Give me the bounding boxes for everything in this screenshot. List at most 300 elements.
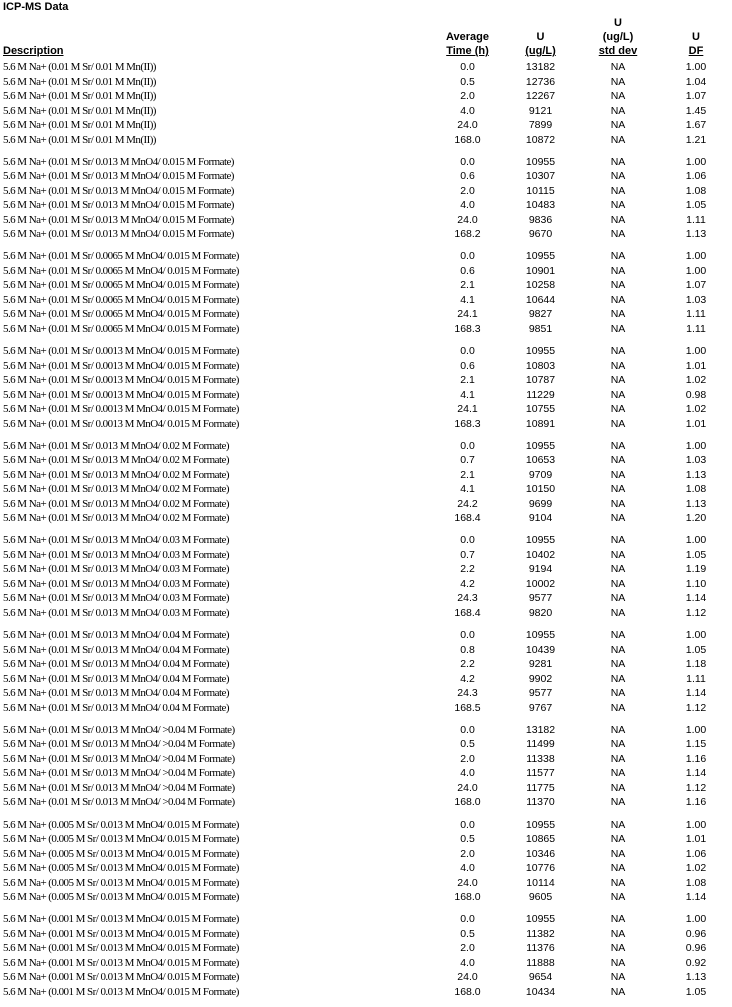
table-row — [0, 562, 732, 577]
header-average-time-line1: Average — [445, 31, 489, 43]
table-row — [0, 781, 732, 796]
std-dev-cell: NA — [610, 104, 626, 117]
time-cell: 24.2 — [457, 497, 478, 510]
time-cell: 4.1 — [460, 293, 475, 306]
std-dev-cell: NA — [610, 512, 626, 525]
df-cell: 1.11 — [686, 672, 706, 685]
df-cell: 1.00 — [685, 155, 707, 168]
table-row — [0, 60, 732, 75]
u-cell: 11382 — [526, 927, 555, 940]
time-cell: 24.0 — [457, 119, 478, 131]
u-cell: 10901 — [525, 264, 556, 277]
time-cell: 4.2 — [460, 672, 475, 685]
df-cell: 1.14 — [685, 687, 707, 700]
table-row — [0, 548, 732, 563]
description-cell: 5.6 M Na+ (0.01 M Sr/ 0.013 M MnO4/ 0.04 M Formate) — [3, 701, 229, 714]
std-dev-cell: NA — [610, 264, 626, 277]
time-cell: 2.2 — [460, 563, 475, 576]
table-row — [0, 511, 732, 526]
std-dev-cell: NA — [610, 956, 626, 969]
table-row — [0, 344, 732, 359]
time-cell: 2.1 — [460, 374, 475, 387]
table-row — [0, 293, 732, 308]
description-cell: 5.6 M Na+ (0.01 M Sr/ 0.013 M MnO4/ 0.04 M Formate) — [3, 658, 229, 671]
std-dev-cell: NA — [610, 497, 626, 510]
time-cell: 4.0 — [460, 956, 475, 969]
description-cell: 5.6 M Na+ (0.01 M Sr/ 0.013 M MnO4/ >0.04 M Formate) — [3, 752, 235, 765]
df-cell: 1.00 — [685, 250, 707, 263]
table-row — [0, 818, 732, 833]
time-cell: 0.0 — [460, 345, 475, 358]
df-cell: 1.15 — [685, 738, 707, 751]
description-cell: 5.6 M Na+ (0.01 M Sr/ 0.013 M MnO4/ 0.04 M Formate) — [3, 643, 229, 656]
u-cell: 12736 — [525, 75, 556, 88]
std-dev-cell: NA — [610, 228, 626, 241]
std-dev-cell: NA — [610, 403, 626, 416]
time-cell: 0.0 — [460, 439, 475, 452]
time-cell: 0.5 — [460, 738, 475, 751]
std-dev-cell: NA — [610, 374, 626, 387]
table-row — [0, 766, 732, 781]
u-cell: 11775 — [526, 781, 555, 794]
time-cell: 0.6 — [460, 359, 475, 372]
df-cell: 1.02 — [685, 374, 707, 387]
time-cell: 168.5 — [454, 701, 481, 714]
time-cell: 168.4 — [454, 606, 481, 619]
u-cell: 7899 — [528, 119, 553, 131]
sample-group — [0, 628, 732, 715]
table-row — [0, 184, 732, 199]
description-cell: 5.6 M Na+ (0.01 M Sr/ 0.013 M MnO4/ 0.02 M Formate) — [3, 512, 229, 525]
std-dev-cell: NA — [610, 971, 626, 984]
df-cell: 1.07 — [685, 90, 707, 102]
std-dev-cell: NA — [610, 119, 626, 131]
table-row — [0, 213, 732, 228]
description-cell: 5.6 M Na+ (0.01 M Sr/ 0.01 M Mn(II)) — [3, 133, 156, 146]
std-dev-cell: NA — [610, 293, 626, 306]
table-row — [0, 307, 732, 322]
std-dev-cell: NA — [610, 279, 626, 292]
df-cell: 1.02 — [685, 862, 707, 874]
std-dev-cell: NA — [610, 250, 626, 263]
u-cell: 9104 — [528, 512, 553, 525]
df-cell: 1.14 — [685, 767, 707, 780]
df-cell: 1.16 — [685, 796, 707, 809]
time-cell: 0.0 — [460, 250, 475, 263]
table-row — [0, 832, 732, 847]
df-cell: 1.01 — [685, 417, 707, 430]
time-cell: 0.8 — [460, 643, 475, 656]
time-cell: 24.0 — [457, 781, 478, 794]
table-row — [0, 643, 732, 658]
std-dev-cell: NA — [610, 818, 626, 831]
u-cell: 11370 — [526, 796, 555, 809]
table-row — [0, 104, 732, 119]
description-cell: 5.6 M Na+ (0.005 M Sr/ 0.013 M MnO4/ 0.015 M Formate) — [3, 876, 239, 889]
df-cell: 1.06 — [685, 170, 707, 183]
df-cell: 1.16 — [685, 752, 707, 765]
time-cell: 4.0 — [460, 862, 475, 874]
u-cell: 10439 — [525, 643, 556, 656]
description-cell: 5.6 M Na+ (0.01 M Sr/ 0.013 M MnO4/ 0.04 M Formate) — [3, 687, 229, 700]
std-dev-cell: NA — [610, 672, 626, 685]
std-dev-cell: NA — [610, 833, 626, 845]
description-cell: 5.6 M Na+ (0.01 M Sr/ 0.013 M MnO4/ 0.015 M Formate) — [3, 213, 234, 226]
description-cell: 5.6 M Na+ (0.01 M Sr/ 0.013 M MnO4/ 0.03 M Formate) — [3, 606, 229, 619]
table-row — [0, 912, 732, 927]
time-cell: 24.0 — [457, 213, 478, 226]
std-dev-cell: NA — [610, 577, 626, 590]
table-row — [0, 985, 732, 1000]
u-cell: 11229 — [526, 388, 555, 401]
data-table — [0, 60, 732, 1007]
u-cell: 9836 — [528, 213, 553, 226]
table-row — [0, 497, 732, 512]
u-cell: 10776 — [525, 862, 556, 874]
std-dev-cell: NA — [610, 876, 626, 889]
description-cell: 5.6 M Na+ (0.01 M Sr/ 0.013 M MnO4/ 0.02 M Formate) — [3, 483, 229, 496]
time-cell: 4.0 — [460, 104, 475, 117]
description-cell: 5.6 M Na+ (0.01 M Sr/ 0.013 M MnO4/ >0.04 M Formate) — [3, 781, 235, 794]
u-cell: 10653 — [525, 454, 556, 467]
time-cell: 168.3 — [454, 322, 481, 335]
sample-group — [0, 818, 732, 905]
table-row — [0, 453, 732, 468]
std-dev-cell: NA — [610, 417, 626, 430]
u-cell: 10955 — [525, 534, 556, 547]
description-cell: 5.6 M Na+ (0.01 M Sr/ 0.013 M MnO4/ 0.02 M Formate) — [3, 439, 229, 452]
std-dev-cell: NA — [610, 781, 626, 794]
description-cell: 5.6 M Na+ (0.01 M Sr/ 0.01 M Mn(II)) — [3, 61, 156, 73]
table-row — [0, 927, 732, 942]
std-dev-cell: NA — [610, 913, 626, 926]
time-cell: 0.0 — [460, 61, 475, 73]
df-cell: 1.12 — [685, 606, 707, 619]
df-cell: 1.02 — [685, 403, 707, 416]
std-dev-cell: NA — [610, 345, 626, 358]
df-cell: 1.08 — [685, 184, 707, 197]
time-cell: 24.1 — [457, 403, 478, 416]
u-cell: 9820 — [528, 606, 553, 619]
df-cell: 1.12 — [685, 781, 707, 794]
time-cell: 2.1 — [460, 468, 475, 481]
df-cell: 0.96 — [685, 942, 707, 955]
u-cell: 10872 — [525, 133, 556, 146]
table-row — [0, 278, 732, 293]
time-cell: 0.5 — [460, 833, 475, 845]
sample-group — [0, 60, 732, 147]
table-row — [0, 628, 732, 643]
u-cell: 9851 — [528, 322, 553, 335]
time-cell: 168.2 — [454, 228, 481, 241]
table-row — [0, 577, 732, 592]
std-dev-cell: NA — [610, 942, 626, 955]
sample-group — [0, 249, 732, 336]
description-cell: 5.6 M Na+ (0.01 M Sr/ 0.013 M MnO4/ >0.04 M Formate) — [3, 723, 235, 736]
u-cell: 10955 — [525, 439, 556, 452]
df-cell: 1.00 — [685, 534, 707, 547]
time-cell: 4.2 — [460, 577, 475, 590]
description-cell: 5.6 M Na+ (0.01 M Sr/ 0.013 M MnO4/ 0.03 M Formate) — [3, 534, 229, 547]
time-cell: 4.1 — [460, 483, 475, 496]
u-cell: 13182 — [525, 61, 556, 73]
header-u-df-line1: U — [692, 31, 700, 43]
description-cell: 5.6 M Na+ (0.01 M Sr/ 0.0013 M MnO4/ 0.015 M Formate) — [3, 388, 239, 401]
table-row — [0, 876, 732, 891]
u-cell: 10258 — [525, 279, 556, 292]
time-cell: 24.3 — [457, 687, 478, 700]
df-cell: 1.05 — [685, 199, 707, 212]
u-cell: 10755 — [525, 403, 556, 416]
table-row — [0, 533, 732, 548]
u-cell: 10150 — [525, 483, 556, 496]
description-cell: 5.6 M Na+ (0.01 M Sr/ 0.013 M MnO4/ 0.015 M Formate) — [3, 199, 234, 212]
df-cell: 0.98 — [685, 388, 707, 401]
std-dev-cell: NA — [610, 985, 626, 998]
std-dev-cell: NA — [610, 184, 626, 197]
description-cell: 5.6 M Na+ (0.01 M Sr/ 0.01 M Mn(II)) — [3, 90, 156, 102]
time-cell: 24.1 — [457, 308, 478, 321]
description-cell: 5.6 M Na+ (0.005 M Sr/ 0.013 M MnO4/ 0.015 M Formate) — [3, 891, 239, 903]
table-row — [0, 249, 732, 264]
description-cell: 5.6 M Na+ (0.01 M Sr/ 0.0065 M MnO4/ 0.015 M Formate) — [3, 279, 239, 292]
u-cell: 9767 — [528, 701, 553, 714]
table-row — [0, 941, 732, 956]
u-cell: 10644 — [525, 293, 556, 306]
df-cell: 1.13 — [685, 971, 707, 984]
sample-group — [0, 723, 732, 810]
time-cell: 2.2 — [460, 658, 475, 671]
table-row — [0, 468, 732, 483]
time-cell: 0.0 — [460, 818, 475, 831]
std-dev-cell: NA — [610, 767, 626, 780]
header-average-time — [430, 30, 505, 58]
std-dev-cell: NA — [610, 752, 626, 765]
description-cell: 5.6 M Na+ (0.001 M Sr/ 0.013 M MnO4/ 0.015 M Formate) — [3, 942, 239, 955]
u-cell: 10483 — [525, 199, 556, 212]
df-cell: 1.00 — [685, 345, 707, 358]
std-dev-cell: NA — [610, 658, 626, 671]
u-cell: 10891 — [525, 417, 556, 430]
df-cell: 1.19 — [685, 563, 707, 576]
df-cell: 1.07 — [685, 279, 707, 292]
table-row — [0, 388, 732, 403]
table-row — [0, 439, 732, 454]
page-title: ICP-MS Data — [3, 1, 69, 13]
time-cell: 168.3 — [454, 417, 481, 430]
time-cell: 0.7 — [460, 548, 475, 561]
header-description — [3, 44, 64, 58]
time-cell: 168.0 — [454, 985, 481, 998]
time-cell: 0.0 — [460, 913, 475, 926]
sample-group — [0, 439, 732, 526]
u-cell: 9605 — [528, 891, 553, 903]
df-cell: 1.45 — [685, 104, 707, 117]
df-cell: 1.21 — [685, 133, 707, 146]
description-cell: 5.6 M Na+ (0.01 M Sr/ 0.0013 M MnO4/ 0.015 M Formate) — [3, 374, 239, 387]
time-cell: 0.5 — [460, 75, 475, 88]
u-cell: 11888 — [526, 956, 555, 969]
std-dev-cell: NA — [610, 643, 626, 656]
time-cell: 24.3 — [457, 592, 478, 605]
description-cell: 5.6 M Na+ (0.01 M Sr/ 0.013 M MnO4/ >0.04 M Formate) — [3, 738, 235, 751]
table-row — [0, 970, 732, 985]
df-cell: 1.05 — [685, 548, 707, 561]
time-cell: 0.7 — [460, 454, 475, 467]
description-cell: 5.6 M Na+ (0.01 M Sr/ 0.013 M MnO4/ 0.03 M Formate) — [3, 548, 229, 561]
sample-group — [0, 533, 732, 620]
header-description-label: Description — [3, 45, 64, 57]
std-dev-cell: NA — [610, 534, 626, 547]
description-cell: 5.6 M Na+ (0.001 M Sr/ 0.013 M MnO4/ 0.015 M Formate) — [3, 971, 239, 984]
df-cell: 1.05 — [685, 643, 707, 656]
df-cell: 1.06 — [685, 847, 707, 860]
u-cell: 10955 — [525, 345, 556, 358]
u-cell: 11499 — [526, 738, 555, 751]
u-cell: 13182 — [525, 723, 556, 736]
time-cell: 168.0 — [454, 796, 481, 809]
time-cell: 24.0 — [457, 971, 478, 984]
table-row — [0, 795, 732, 810]
description-cell: 5.6 M Na+ (0.01 M Sr/ 0.013 M MnO4/ 0.015 M Formate) — [3, 170, 234, 183]
std-dev-cell: NA — [610, 847, 626, 860]
u-cell: 12267 — [525, 90, 556, 102]
description-cell: 5.6 M Na+ (0.01 M Sr/ 0.013 M MnO4/ 0.015 M Formate) — [3, 228, 234, 241]
std-dev-cell: NA — [610, 687, 626, 700]
description-cell: 5.6 M Na+ (0.001 M Sr/ 0.013 M MnO4/ 0.015 M Formate) — [3, 956, 239, 969]
df-cell: 1.13 — [685, 468, 707, 481]
time-cell: 0.0 — [460, 629, 475, 642]
description-cell: 5.6 M Na+ (0.01 M Sr/ 0.01 M Mn(II)) — [3, 75, 156, 88]
header-u-line2: (ug/L) — [525, 45, 556, 57]
description-cell: 5.6 M Na+ (0.01 M Sr/ 0.0065 M MnO4/ 0.015 M Formate) — [3, 308, 239, 321]
df-cell: 1.00 — [685, 913, 707, 926]
u-cell: 11376 — [526, 942, 555, 955]
description-cell: 5.6 M Na+ (0.01 M Sr/ 0.0065 M MnO4/ 0.015 M Formate) — [3, 293, 239, 306]
table-row — [0, 169, 732, 184]
table-row — [0, 606, 732, 621]
header-u-std-dev — [578, 16, 658, 58]
std-dev-cell: NA — [610, 862, 626, 874]
std-dev-cell: NA — [610, 606, 626, 619]
df-cell: 1.05 — [685, 985, 707, 998]
df-cell: 1.11 — [686, 308, 706, 321]
description-cell: 5.6 M Na+ (0.005 M Sr/ 0.013 M MnO4/ 0.015 M Formate) — [3, 862, 239, 874]
description-cell: 5.6 M Na+ (0.001 M Sr/ 0.013 M MnO4/ 0.015 M Formate) — [3, 913, 239, 926]
description-cell: 5.6 M Na+ (0.01 M Sr/ 0.013 M MnO4/ 0.04 M Formate) — [3, 629, 229, 642]
u-cell: 10803 — [525, 359, 556, 372]
header-u-std-dev-line1: U — [614, 17, 622, 29]
description-cell: 5.6 M Na+ (0.005 M Sr/ 0.013 M MnO4/ 0.015 M Formate) — [3, 847, 239, 860]
table-row — [0, 737, 732, 752]
table-row — [0, 847, 732, 862]
table-row — [0, 198, 732, 213]
std-dev-cell: NA — [610, 629, 626, 642]
time-cell: 2.0 — [460, 184, 475, 197]
time-cell: 0.0 — [460, 723, 475, 736]
time-cell: 0.5 — [460, 927, 475, 940]
table-row — [0, 155, 732, 170]
description-cell: 5.6 M Na+ (0.01 M Sr/ 0.0065 M MnO4/ 0.015 M Formate) — [3, 264, 239, 277]
df-cell: 1.01 — [685, 359, 707, 372]
df-cell: 1.14 — [685, 891, 707, 903]
description-cell: 5.6 M Na+ (0.005 M Sr/ 0.013 M MnO4/ 0.015 M Formate) — [3, 818, 239, 831]
std-dev-cell: NA — [610, 308, 626, 321]
time-cell: 2.0 — [460, 90, 475, 102]
u-cell: 10865 — [525, 833, 556, 845]
description-cell: 5.6 M Na+ (0.01 M Sr/ 0.0013 M MnO4/ 0.015 M Formate) — [3, 345, 239, 358]
description-cell: 5.6 M Na+ (0.01 M Sr/ 0.01 M Mn(II)) — [3, 104, 156, 117]
table-row — [0, 482, 732, 497]
u-cell: 9654 — [528, 971, 553, 984]
df-cell: 1.11 — [686, 213, 706, 226]
u-cell: 10955 — [525, 250, 556, 263]
df-cell: 1.13 — [685, 497, 707, 510]
description-cell: 5.6 M Na+ (0.01 M Sr/ 0.013 M MnO4/ 0.02 M Formate) — [3, 454, 229, 467]
u-cell: 10434 — [525, 985, 556, 998]
std-dev-cell: NA — [610, 723, 626, 736]
table-row — [0, 701, 732, 716]
u-cell: 10115 — [526, 184, 555, 197]
std-dev-cell: NA — [610, 483, 626, 496]
description-cell: 5.6 M Na+ (0.01 M Sr/ 0.0013 M MnO4/ 0.015 M Formate) — [3, 359, 239, 372]
table-row — [0, 723, 732, 738]
df-cell: 1.11 — [686, 322, 706, 335]
df-cell: 1.00 — [685, 439, 707, 452]
sample-group — [0, 912, 732, 999]
time-cell: 168.4 — [454, 512, 481, 525]
u-cell: 10955 — [525, 155, 556, 168]
description-cell: 5.6 M Na+ (0.005 M Sr/ 0.013 M MnO4/ 0.015 M Formate) — [3, 833, 239, 845]
df-cell: 1.08 — [685, 876, 707, 889]
df-cell: 1.18 — [685, 658, 707, 671]
std-dev-cell: NA — [610, 738, 626, 751]
df-cell: 1.12 — [685, 701, 707, 714]
time-cell: 168.0 — [454, 133, 481, 146]
std-dev-cell: NA — [610, 155, 626, 168]
table-row — [0, 752, 732, 767]
table-row — [0, 359, 732, 374]
df-cell: 1.08 — [685, 483, 707, 496]
std-dev-cell: NA — [610, 454, 626, 467]
std-dev-cell: NA — [610, 439, 626, 452]
header-u-std-dev-line2: (ug/L) — [602, 31, 634, 43]
std-dev-cell: NA — [610, 563, 626, 576]
table-row — [0, 322, 732, 337]
description-cell: 5.6 M Na+ (0.01 M Sr/ 0.0013 M MnO4/ 0.015 M Formate) — [3, 417, 239, 430]
table-row — [0, 591, 732, 606]
header-u-line1: U — [536, 31, 545, 43]
df-cell: 1.10 — [685, 577, 707, 590]
u-cell: 11577 — [526, 767, 555, 780]
u-cell: 10955 — [525, 913, 556, 926]
u-cell: 9194 — [528, 563, 553, 576]
std-dev-cell: NA — [610, 592, 626, 605]
table-row — [0, 264, 732, 279]
time-cell: 0.6 — [460, 170, 475, 183]
time-cell: 2.0 — [460, 752, 475, 765]
table-row — [0, 417, 732, 432]
table-row — [0, 133, 732, 148]
description-cell: 5.6 M Na+ (0.01 M Sr/ 0.013 M MnO4/ 0.015 M Formate) — [3, 155, 234, 168]
description-cell: 5.6 M Na+ (0.01 M Sr/ 0.013 M MnO4/ 0.015 M Formate) — [3, 184, 234, 197]
description-cell: 5.6 M Na+ (0.01 M Sr/ 0.0065 M MnO4/ 0.015 M Formate) — [3, 322, 239, 335]
std-dev-cell: NA — [610, 927, 626, 940]
u-cell: 9121 — [528, 104, 553, 117]
u-cell: 10307 — [525, 170, 556, 183]
header-u-df — [656, 30, 732, 58]
description-cell: 5.6 M Na+ (0.01 M Sr/ 0.013 M MnO4/ 0.03 M Formate) — [3, 563, 229, 576]
